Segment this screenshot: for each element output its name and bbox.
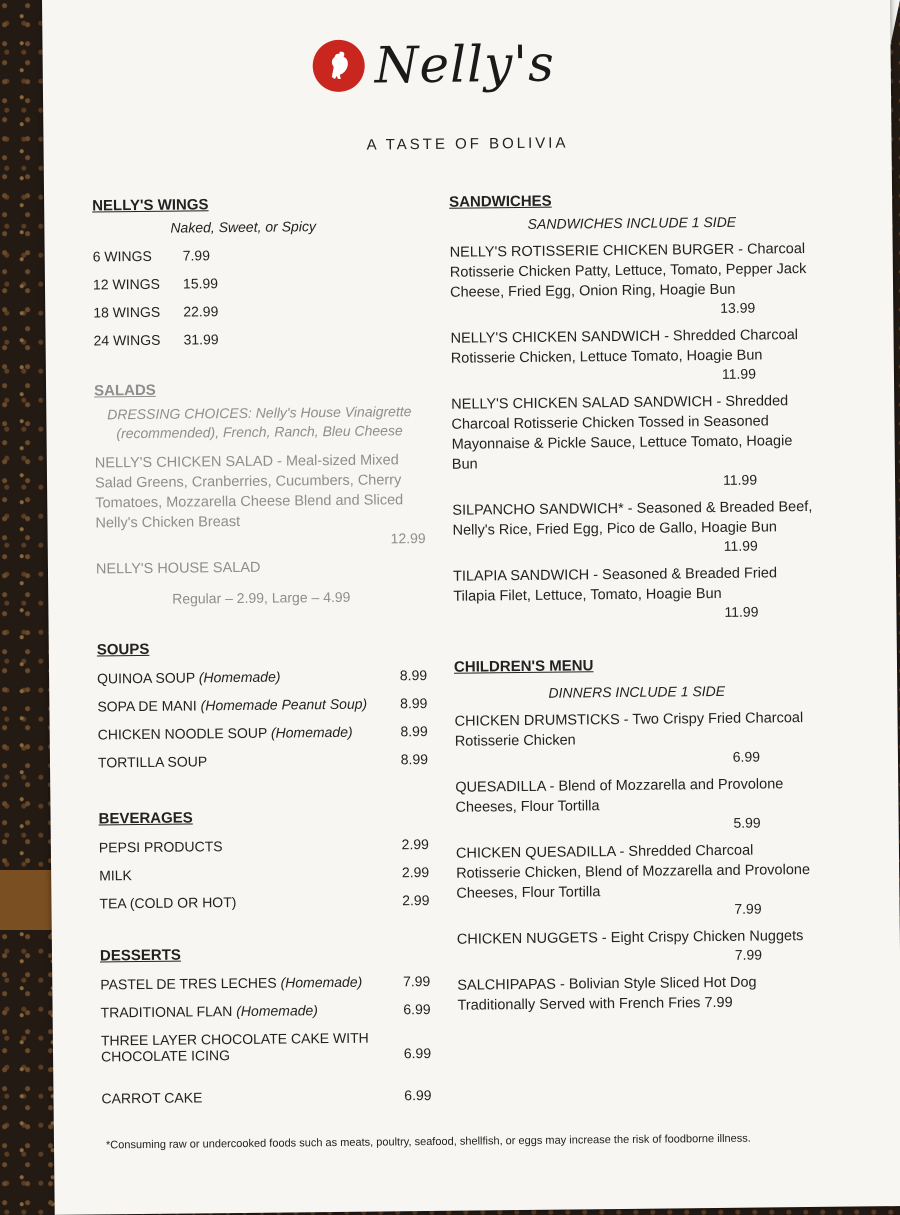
item-desc: SILPANCHO SANDWICH* - Seasoned & Breaded Beef, Nelly's Rice, Fried Egg, Pico de Gallo, Hoagie Bun	[452, 498, 813, 539]
item-desc: QUESADILLA - Blend of Mozzarella and Provolone Cheeses, Flour Tortilla	[455, 776, 784, 816]
rooster-icon	[312, 40, 365, 93]
item-price: 2.99	[402, 891, 430, 909]
list-item	[98, 723, 428, 742]
children-section	[454, 655, 823, 1016]
house-salad-price: Regular – 2.99, Large – 4.99	[172, 588, 351, 607]
list-item	[453, 563, 819, 623]
desserts-section	[100, 944, 432, 1106]
item-desc: NELLY'S CHICKEN SANDWICH - Shredded Charcoal Rotisserie Chicken, Lettuce Tomato, Hoagie Bun	[450, 327, 799, 367]
item-price: 11.99	[724, 603, 759, 620]
sandwiches-section	[449, 190, 818, 623]
footnote: *Consuming raw or undercooked foods such as meats, poultry, seafood, shellfish, or eggs may increase the risk of foodborne illness.	[105, 1132, 751, 1152]
list-item	[457, 926, 822, 966]
children-note: DINNERS INCLUDE 1 SIDE	[548, 682, 726, 701]
right-column	[449, 190, 823, 1016]
list-item	[97, 695, 427, 714]
chicken-salad: NELLY'S CHICKEN SALAD - Meal-sized Mixed Salad Greens, Cranberries, Cucumbers, Cherry Tomatoes, Mozzarella Cheese Blend and Sliced Nelly's Chicken Breast	[94, 452, 404, 532]
list-item	[93, 273, 423, 292]
item-price: 2.99	[401, 863, 430, 881]
item-price: 11.99	[723, 537, 758, 554]
item-price: 31.99	[183, 331, 219, 348]
children-heading: CHILDREN'S MENU	[453, 657, 594, 676]
item-desc: CHICKEN NUGGETS - Eight Crispy Chicken Nuggets	[456, 928, 804, 948]
item-name: QUINOA SOUP (Homemade)	[97, 668, 281, 687]
desserts-heading: DESSERTS	[99, 946, 181, 965]
item-price: 7.99	[734, 946, 763, 963]
item-price: 8.99	[400, 723, 428, 740]
logo	[312, 35, 555, 96]
salads-heading: SALADS	[94, 381, 156, 400]
wings-options: Naked, Sweet, or Spicy	[170, 218, 316, 236]
item-price: 6.99	[403, 1044, 432, 1062]
item-price: 5.99	[733, 814, 761, 831]
chicken-salad-price: 12.99	[390, 530, 426, 547]
item-price: 8.99	[400, 751, 429, 768]
item-name: TORTILLA SOUP	[97, 753, 208, 771]
item-desc: NELLY'S ROTISSERIE CHICKEN BURGER - Charcoal Rotisserie Chicken Patty, Lettuce, Tomato, Pepper Jack Cheese, Fried Egg, Onion Ring, Hoagie Bun	[449, 241, 807, 301]
item-name: 24 WINGS	[93, 331, 161, 349]
list-item	[451, 391, 817, 491]
item-price: 22.99	[183, 303, 219, 320]
item-price: 7.99	[704, 994, 733, 1012]
item-name: SOPA DE MANI (Homemade Peanut Soup)	[97, 695, 368, 715]
list-item	[99, 892, 429, 911]
item-name: 18 WINGS	[93, 303, 161, 321]
tagline: A TASTE OF BOLIVIA	[366, 134, 569, 154]
wings-section	[92, 194, 424, 348]
house-salad: NELLY'S HOUSE SALAD	[95, 559, 261, 578]
list-item	[101, 1029, 431, 1064]
item-name: PEPSI PRODUCTS	[98, 838, 223, 856]
list-item	[457, 972, 822, 1016]
list-item	[100, 973, 430, 992]
salads-section	[94, 379, 426, 607]
list-item	[93, 301, 423, 320]
item-name: PASTEL DE TRES LECHES (Homemade)	[100, 973, 363, 993]
list-item	[450, 239, 816, 319]
item-desc: CHICKEN QUESADILLA - Shredded Charcoal Rotisserie Chicken, Blend of Mozzarella and Provolone Cheeses, Flour Tortilla	[455, 842, 811, 902]
item-name: MILK	[99, 867, 132, 884]
soups-section	[97, 638, 428, 770]
item-price: 13.99	[720, 299, 756, 316]
salads-dressing: DRESSING CHOICES: Nelly's House Vinaigrette (recommended), French, Ranch, Bleu Cheese	[107, 403, 412, 442]
item-price: 11.99	[721, 365, 757, 382]
beverages-section	[98, 807, 429, 911]
list-item	[97, 667, 427, 686]
item-desc: NELLY'S CHICKEN SALAD SANDWICH - Shredded Charcoal Rotisserie Chicken Tossed in Seasoned Mayonnaise & Pickle Sauce, Lettuce Tomato, Hoagie Bun	[451, 393, 793, 473]
item-price: 2.99	[401, 835, 429, 853]
item-price: 7.99	[182, 247, 211, 264]
item-name: TEA (COLD OR HOT)	[99, 894, 237, 912]
item-desc: TILAPIA SANDWICH - Seasoned & Breaded Fried Tilapia Filet, Lettuce, Tomato, Hoagie Bun	[452, 565, 778, 605]
item-price: 6.99	[404, 1086, 432, 1104]
sandwiches-heading: SANDWICHES	[449, 192, 552, 211]
left-column	[92, 194, 432, 1106]
item-price: 7.99	[402, 972, 431, 990]
sandwiches-note: SANDWICHES INCLUDE 1 SIDE	[527, 213, 737, 232]
item-desc: CHICKEN DRUMSTICKS - Two Crispy Fried Charcoal Rotisserie Chicken	[454, 710, 804, 750]
menu-sheet	[42, 0, 900, 1215]
brand-name: Nelly's	[374, 34, 555, 95]
item-price: 11.99	[722, 471, 758, 488]
item-price: 8.99	[399, 667, 428, 684]
list-item	[101, 1001, 431, 1020]
soups-heading: SOUPS	[96, 640, 150, 659]
list-item	[101, 1071, 431, 1106]
item-name: THREE LAYER CHOCOLATE CAKE WITH CHOCOLATE ICING	[100, 1029, 369, 1065]
list-item	[98, 751, 428, 770]
item-desc: SALCHIPAPAS - Bolivian Style Sliced Hot Dog Traditionally Served with French Fries 7.99	[457, 974, 757, 1014]
beverages-heading: BEVERAGES	[98, 809, 193, 828]
list-item	[455, 774, 821, 834]
list-item	[99, 864, 429, 883]
item-name: 12 WINGS	[92, 275, 160, 293]
item-name: CARROT CAKE	[101, 1089, 203, 1107]
item-price: 15.99	[182, 275, 219, 292]
item-price: 8.99	[400, 695, 428, 712]
list-item	[99, 836, 429, 855]
list-item	[93, 329, 423, 348]
list-item	[454, 708, 820, 768]
list-item	[450, 325, 816, 385]
item-name: 6 WINGS	[92, 247, 152, 265]
item-price: 7.99	[734, 900, 762, 917]
wings-heading: NELLY'S WINGS	[92, 196, 209, 215]
list-item	[452, 497, 818, 557]
item-price: 6.99	[732, 748, 761, 765]
item-name: CHICKEN NOODLE SOUP (Homemade)	[97, 723, 353, 743]
list-item	[93, 245, 423, 264]
item-price: 6.99	[403, 1000, 431, 1018]
list-item	[456, 840, 822, 920]
item-name: TRADITIONAL FLAN (Homemade)	[100, 1002, 319, 1021]
